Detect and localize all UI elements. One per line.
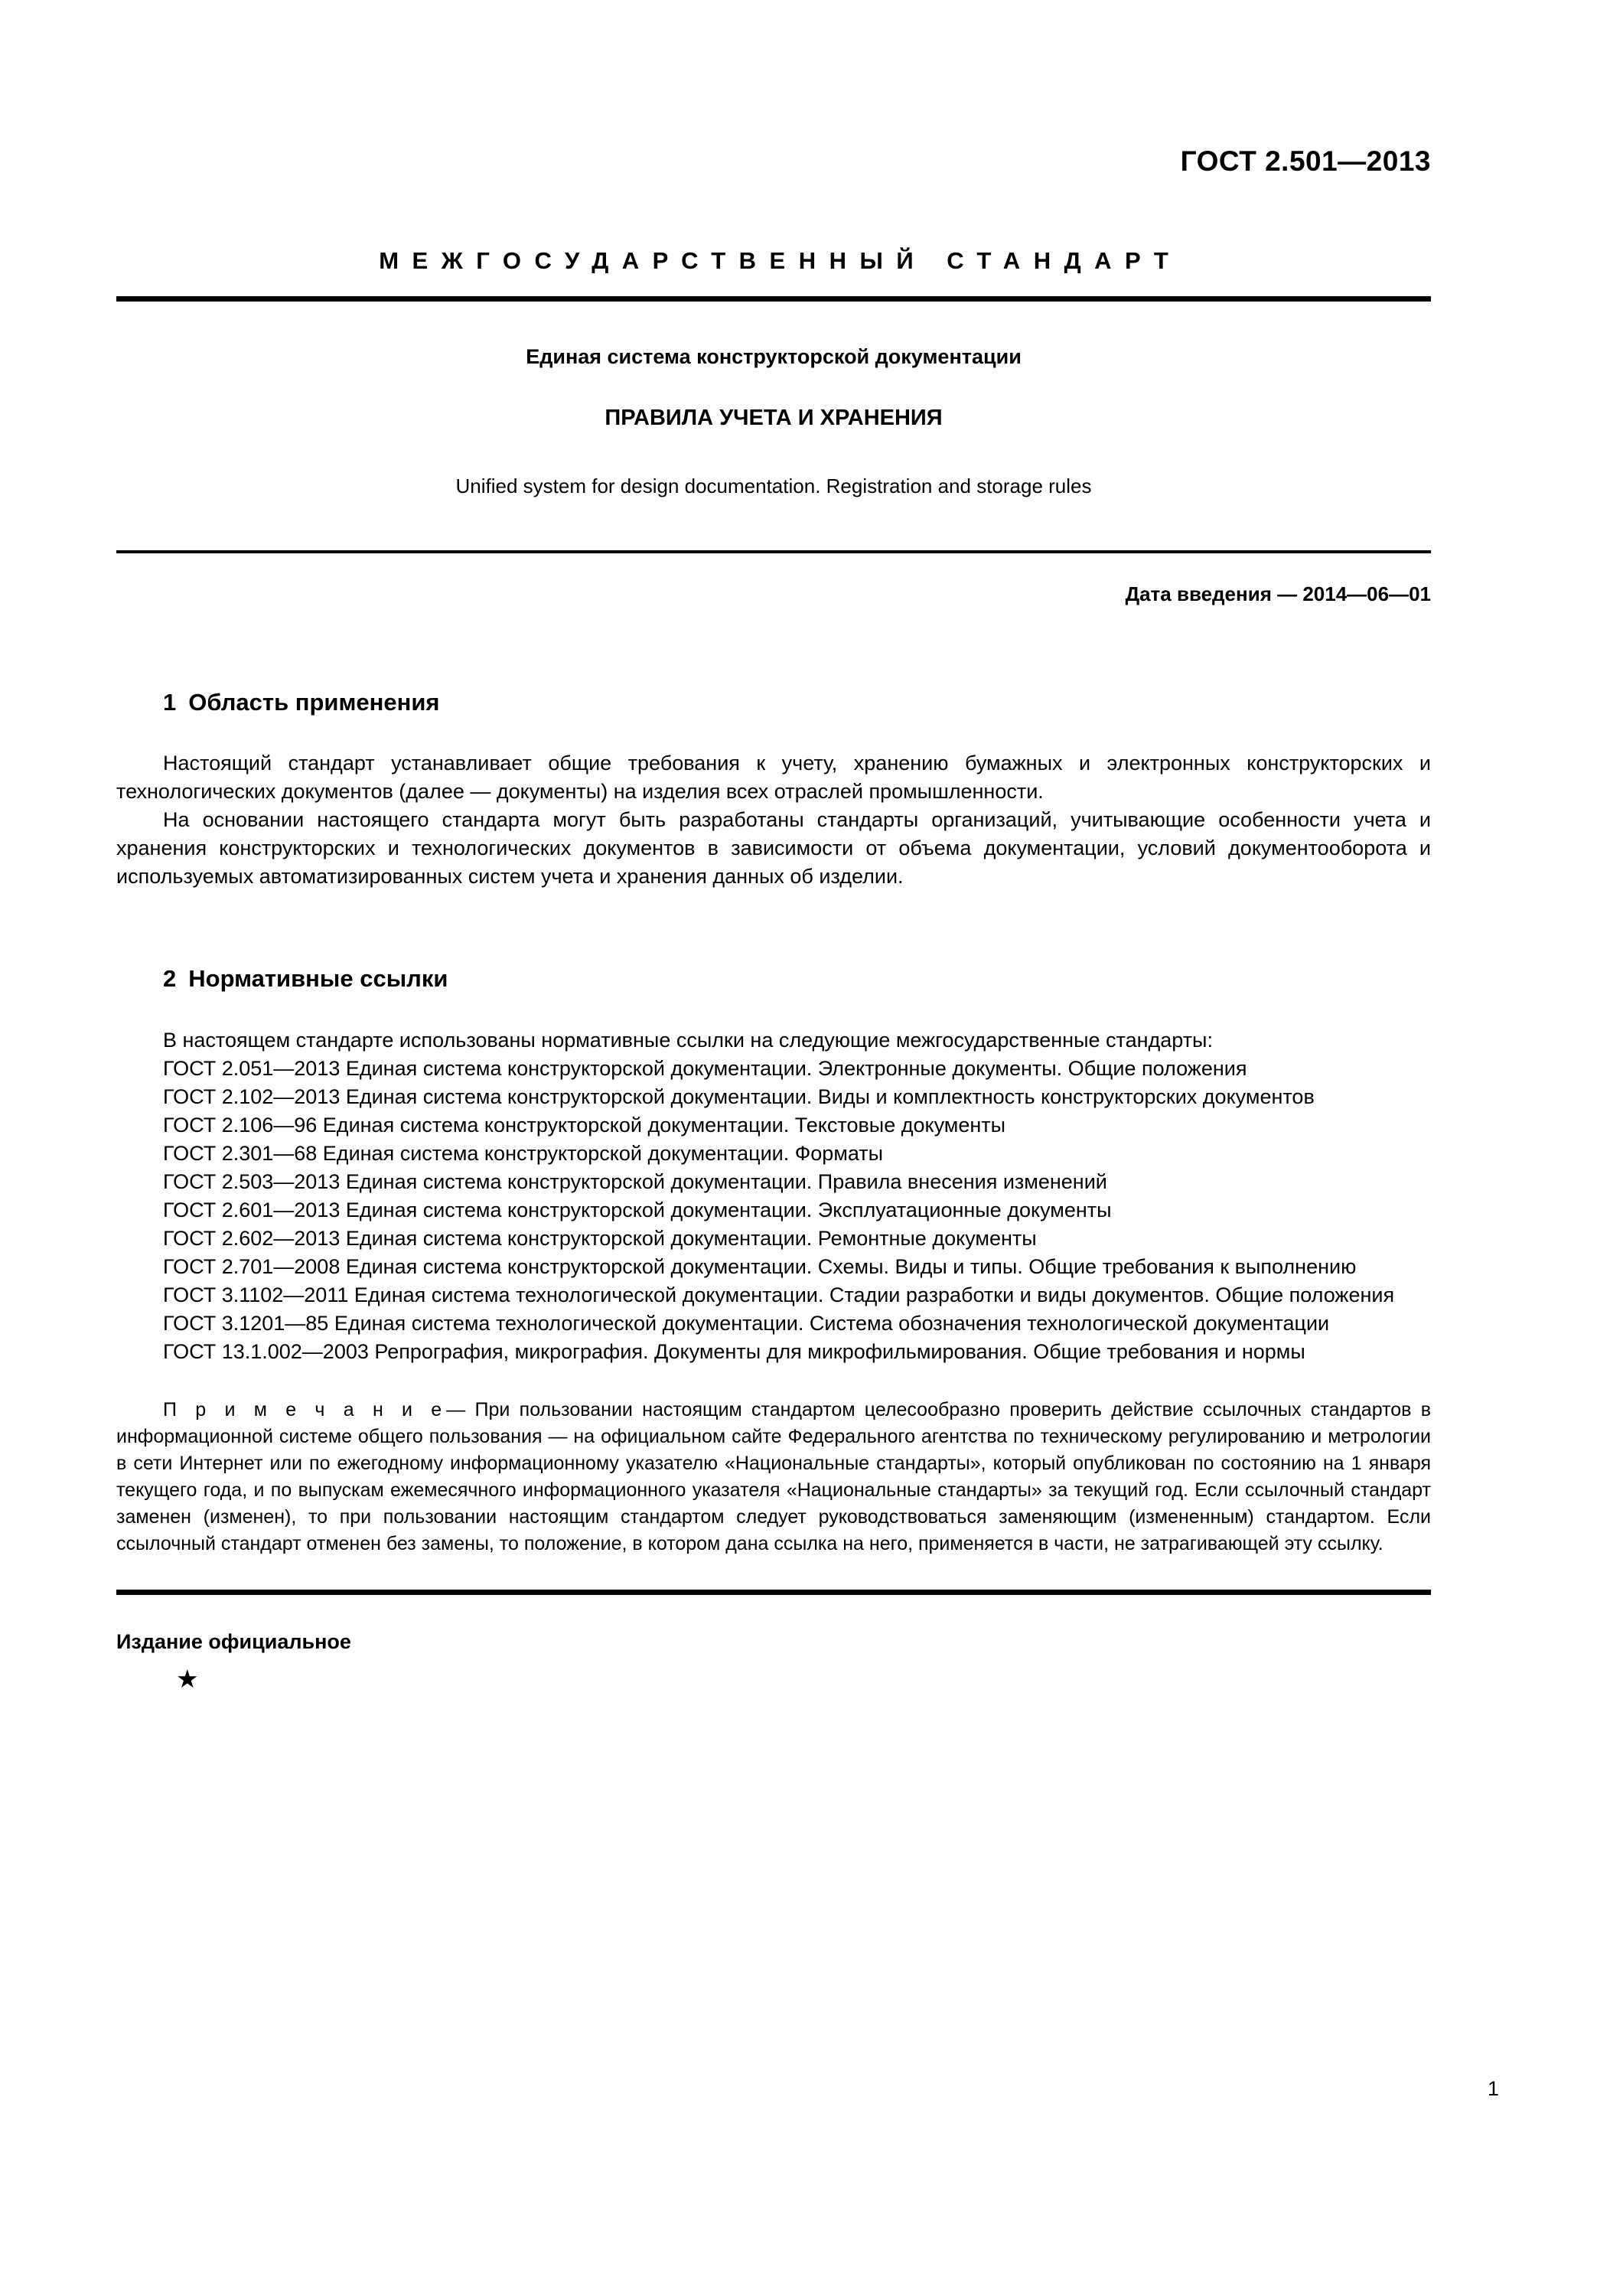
standard-type-heading: МЕЖГОСУДАРСТВЕННЫЙ СТАНДАРТ — [379, 247, 1182, 274]
reference-text: ГОСТ 3.1102—2011 Единая система технологической документации. Стадии разработки и виды документов. Общие положения — [163, 1283, 1395, 1306]
reference-text: ГОСТ 2.102—2013 Единая система конструкторской документации. Виды и комплектность конструкторских документов — [163, 1084, 1315, 1108]
reference-item — [116, 1111, 1431, 1140]
paragraph-text: Настоящий стандарт устанавливает общие требования к учету, хранению бумажных и электронных конструкторских и технологических документов (далее — документы) на изделия всех отраслей промышленности. — [116, 752, 1431, 804]
reference-item — [116, 1055, 1431, 1083]
section-2-title: Нормативные ссылки — [188, 965, 448, 993]
page-title: ПРАВИЛА УЧЕТА И ХРАНЕНИЯ — [605, 406, 943, 431]
reference-text: ГОСТ 2.602—2013 Единая система конструкторской документации. Ремонтные документы — [163, 1226, 1037, 1250]
reference-item — [116, 1196, 1431, 1225]
page-content — [116, 0, 1431, 1691]
reference-item — [116, 1309, 1431, 1338]
page-number: 1 — [1487, 2077, 1499, 2100]
official-edition-label: Издание официальное — [116, 1629, 351, 1653]
reference-text: ГОСТ 2.051—2013 Единая система конструкторской документации. Электронные документы. Общие положения — [163, 1056, 1247, 1080]
section-2-heading — [163, 965, 1431, 993]
gost-number: ГОСТ 2.501—2013 — [1180, 145, 1431, 177]
reference-text: ГОСТ 2.601—2013 Единая система конструкторской документации. Эксплуатационные документы — [163, 1198, 1112, 1221]
reference-text: ГОСТ 2.503—2013 Единая система конструкторской документации. Правила внесения изменений — [163, 1169, 1107, 1193]
paragraph-text: На основании настоящего стандарта могут быть разработаны стандарты организаций, учитывающие особенности учета и хранения конструкторских и технологических документов в зависимости от объема документации, условий документооборота и используемых автоматизированных систем учета и хранения данных об изделии. — [116, 808, 1431, 889]
footer-divider-thick — [116, 1590, 1431, 1595]
section-1-title: Область применения — [188, 689, 440, 716]
reference-item — [116, 1281, 1431, 1309]
reference-text: ГОСТ 2.301—68 Единая система конструкторской документации. Форматы — [163, 1141, 884, 1165]
reference-text: ГОСТ 2.701—2008 Единая система конструкторской документации. Схемы. Виды и типы. Общие требования к выполнению — [163, 1254, 1357, 1278]
section-1-number: 1 — [163, 689, 177, 716]
reference-item — [116, 1253, 1431, 1281]
header-divider-thick — [116, 296, 1431, 302]
title-block — [116, 344, 1431, 498]
title-subtitle: Единая система конструкторской документации — [526, 345, 1022, 368]
section-1-heading — [163, 689, 1431, 716]
section-2-intro-paragraph — [116, 1026, 1431, 1055]
star-icon: ★ — [176, 1664, 199, 1693]
section-2-number: 2 — [163, 965, 177, 993]
reference-item — [116, 1140, 1431, 1168]
reference-text: ГОСТ 3.1201—85 Единая система технологической документации. Система обозначения технологической документации — [163, 1311, 1330, 1335]
reference-text: ГОСТ 2.106—96 Единая система конструкторской документации. Текстовые документы — [163, 1113, 1006, 1137]
title-english: Unified system for design documentation. Registration and storage rules — [455, 475, 1092, 498]
paragraph-text: В настоящем стандарте использованы нормативные ссылки на следующие межгосударственные стандарты: — [163, 1028, 1213, 1052]
section-1-paragraph-1 — [116, 749, 1431, 806]
reference-item — [116, 1338, 1431, 1366]
section-1-paragraph-2 — [116, 806, 1431, 891]
reference-item — [116, 1168, 1431, 1196]
reference-text: ГОСТ 13.1.002—2003 Репрография, микрография. Документы для микрофильмирования. Общие требования и нормы — [163, 1339, 1305, 1363]
note-label: П р и м е ч а н и е — [163, 1398, 447, 1420]
note-block — [116, 1397, 1431, 1557]
title-divider-thin — [116, 550, 1431, 553]
reference-item — [116, 1083, 1431, 1111]
reference-item — [116, 1225, 1431, 1253]
note-text: — При пользовании настоящим стандартом целесообразно проверить действие ссылочных стандартов в информационной системе общего пользования — на официальном сайте Федерального агентства по техническому регулированию и метрологии в сети Интернет или по ежегодному информационному указателю «Национальные стандарты», который опубликован по состоянию на 1 января текущего года, и по выпускам ежемесячного информационного указателя «Национальные стандарты» за текущий год. Если ссылочный стандарт заменен (изменен), то при пользовании настоящим стандартом следует руководствоваться заменяющим (измененным) стандартом. Если ссылочный стандарт отменен без замены, то положение, в котором дана ссылка на него, применяется в части, не затрагивающей эту ссылку. — [116, 1398, 1432, 1554]
normative-references-list — [116, 1055, 1431, 1366]
introduction-date: Дата введения — 2014—06—01 — [1125, 582, 1431, 606]
